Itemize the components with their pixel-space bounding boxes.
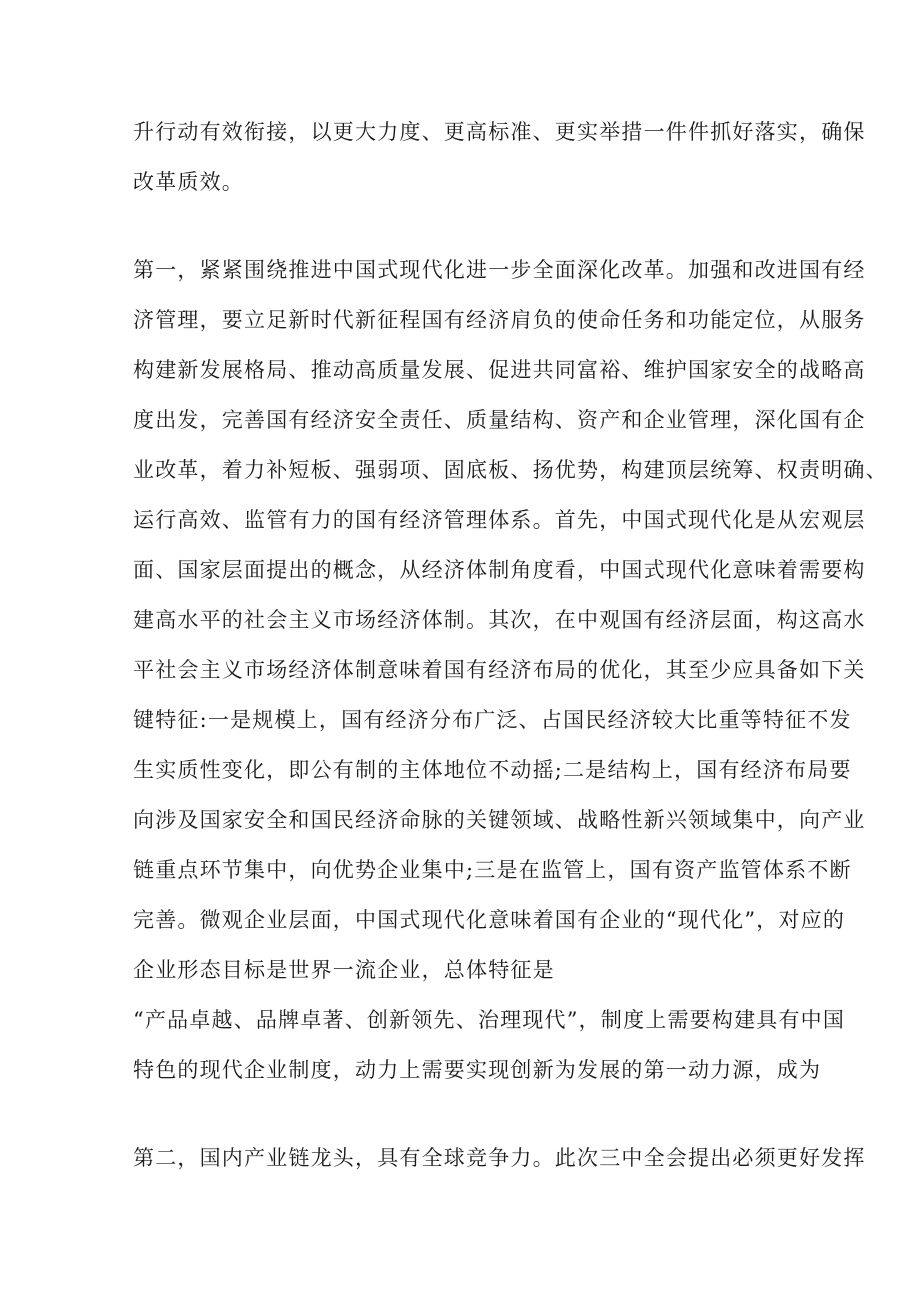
text-line: 企业形态目标是世界一流企业，总体特征是	[133, 958, 555, 982]
text-line: 键特征:一是规模上，国有经济分布广泛、占国民经济较大比重等特征不发	[133, 708, 852, 732]
text-line: 济管理，要立足新时代新征程国有经济肩负的使命任务和功能定位，从服务	[133, 308, 866, 332]
text-line: 链重点环节集中，向优势企业集中;三是在监管上，国有资产监管体系不断	[133, 858, 852, 882]
text-line: 度出发，完善国有经济安全责任、质量结构、资产和企业管理，深化国有企	[133, 408, 866, 432]
text-line: 构建新发展格局、推动高质量发展、促进共同富裕、维护国家安全的战略高	[133, 358, 866, 382]
text-line: 建高水平的社会主义市场经济体制。其次，在中观国有经济层面，构这高水	[133, 608, 866, 632]
text-line: 改革质效。	[133, 170, 244, 194]
text-line: 生实质性变化，即公有制的主体地位不动摇;二是结构上，国有经济布局要	[133, 758, 852, 782]
text-line: 平社会主义市场经济体制意味着国有经济布局的优化，其至少应具备如下关	[133, 658, 866, 682]
text-line: 完善。微观企业层面，中国式现代化意味着国有企业的“现代化”，对应的	[133, 908, 846, 932]
text-line: “产品卓越、品牌卓著、创新领先、治理现代”，制度上需要构建具有中国	[133, 1008, 846, 1032]
text-line: 第一，紧紧围绕推进中国式现代化进一步全面深化改革。加强和改进国有经	[133, 258, 866, 282]
text-line: 升行动有效衔接，以更大力度、更高标准、更实举措一件件抓好落实，确保	[133, 120, 866, 144]
text-line: 特色的现代企业制度，动力上需要实现创新为发展的第一动力源，成为	[133, 1058, 822, 1082]
text-line: 第二，国内产业链龙头，具有全球竞争力。此次三中全会提出必须更好发挥	[133, 1146, 866, 1170]
text-line: 向涉及国家安全和国民经济命脉的关键领域、战略性新兴领域集中，向产业	[133, 808, 866, 832]
text-line: 运行高效、监管有力的国有经济管理体系。首先，中国式现代化是从宏观层	[133, 508, 866, 532]
text-line: 业改革，着力补短板、强弱项、固底板、扬优势，构建顶层统筹、权责明确、	[133, 458, 888, 482]
text-line: 面、国家层面提出的概念，从经济体制角度看，中国式现代化意味着需要构	[133, 558, 866, 582]
